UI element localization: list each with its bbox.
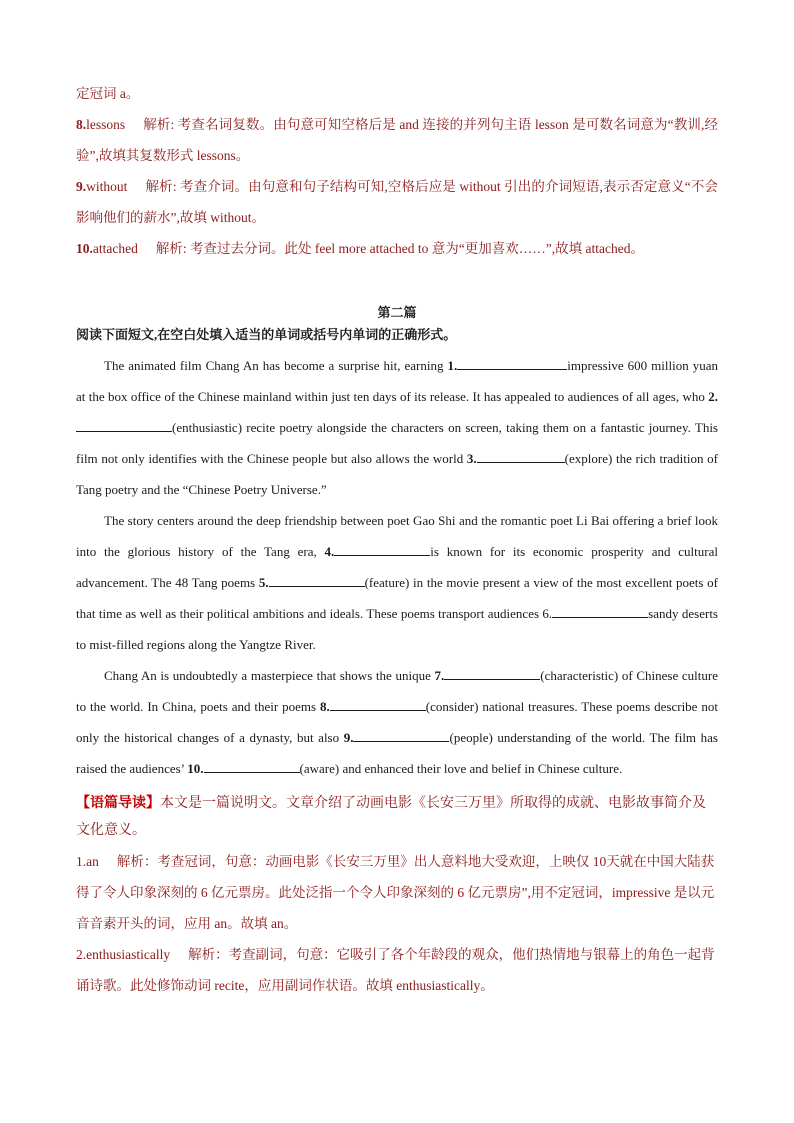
answer-continuation: [76, 78, 718, 109]
passage-paragraph-1: [76, 350, 718, 505]
passage-guide: [76, 790, 718, 844]
answer-blank-3[interactable]: [477, 450, 565, 463]
guide-text: 本文是一篇说明文。文章介绍了动画电影《长安三万里》所取得的成就、电影故事简介及文化意义。: [76, 796, 706, 838]
passage-paragraph-3: [76, 660, 718, 784]
answer-blank-2[interactable]: [76, 419, 172, 432]
answer-blank-1[interactable]: [457, 357, 567, 370]
answer-blank-7[interactable]: [444, 667, 540, 680]
solution-item-1: [76, 846, 718, 939]
answer-item-8: [76, 109, 718, 171]
passage-text: The story centers around the deep friendship between poet Gao Shi and the romantic poet Li Bai offering a brief look into the glorious history of the Tang era,: [76, 513, 718, 559]
section-title: 第二篇: [377, 305, 417, 320]
blank-number: 3.: [466, 451, 477, 466]
blank-number: 9.: [343, 730, 354, 745]
blank-number: 1.: [447, 358, 458, 373]
answer-word: without: [86, 179, 128, 194]
solution-number: 2.: [76, 947, 87, 962]
answer-blank-8[interactable]: [330, 698, 426, 711]
answer-explanation: 解析: 考查过去分词。此处 feel more attached to 意为“更加喜欢……”,故填 attached。: [155, 241, 645, 256]
document-page: [76, 78, 718, 1001]
answer-explanation: 解析: 考查名词复数。由句意可知空格后是 and 连接的并列句主语 lesson 是可数名词意为“教训,经验”,故填其复数形式 lessons。: [76, 117, 718, 163]
passage-text: (enthusiastic) recite poetry alongside the characters on screen, taking them on a fantastic journey. This film not only identifies with the Chinese people but also allows the world: [76, 420, 718, 466]
answer-number: 8.: [76, 117, 87, 132]
solution-item-2: [76, 939, 718, 1001]
solution-number: 1.: [76, 854, 87, 869]
passage-text: (feature) in the movie present a view of the most excellent poets of that time as well as their political ambitions and ideals. These poems transport audiences: [76, 575, 718, 621]
passage-text: Chang An is undoubtedly a masterpiece that shows the unique: [104, 668, 435, 683]
answer-blank-4[interactable]: [334, 543, 430, 556]
answer-word: lessons: [86, 117, 126, 132]
answer-item-10: [76, 233, 718, 264]
passage-text: (characteristic) of Chinese culture to the world. In China, poets and their poems: [76, 668, 718, 714]
blank-number: 10.: [187, 761, 204, 776]
blank-number: 6.: [542, 606, 553, 621]
solution-word: enthusiastically: [86, 947, 171, 962]
answer-item-9: [76, 171, 718, 233]
passage-text: (explore) the rich tradition of Tang poetry and the “Chinese Poetry Universe.”: [76, 451, 719, 497]
blank-number: 2.: [708, 389, 718, 404]
passage-text: (people) understanding of the world. The film has raised the audiences’: [76, 730, 718, 776]
blank-number: 4.: [324, 544, 335, 559]
passage-text: impressive 600 million yuan at the box office of the Chinese mainland within just ten days of its release. It has appealed to audiences of all ages, who: [76, 358, 718, 404]
guide-label: 【语篇导读】: [76, 796, 160, 811]
answer-blank-9[interactable]: [353, 729, 449, 742]
answer-blank-5[interactable]: [269, 574, 365, 587]
blank-number: 5.: [258, 575, 269, 590]
passage-text: is known for its economic prosperity and cultural advancement. The 48 Tang poems: [76, 544, 718, 590]
passage-text: (aware) and enhanced their love and belief in Chinese culture.: [299, 761, 623, 776]
solution-word: an: [86, 854, 99, 869]
solution-explanation: 解析：考查副词，句意：它吸引了各个年龄段的观众，他们热情地与银幕上的角色一起背诵诗歌。此处修饰动词 recite，应用副词作状语。故填 enthusiastically。: [76, 947, 715, 993]
blank-number: 7.: [434, 668, 445, 683]
answer-number: 10.: [76, 241, 93, 256]
blank-number: 8.: [320, 699, 330, 714]
answer-number: 9.: [76, 179, 87, 194]
answer-text: 定冠词 a。: [76, 86, 140, 101]
passage-text: (consider) national treasures. These poems describe not only the historical changes of a dynasty, but also: [76, 699, 718, 745]
answer-explanation: 解析: 考查介词。由句意和句子结构可知,空格后应是 without 引出的介词短语,表示否定意义“不会影响他们的薪水”,故填 without。: [76, 179, 718, 225]
answer-blank-10[interactable]: [204, 760, 300, 773]
answer-word: attached: [92, 241, 138, 256]
section-instruction: 阅读下面短文,在空白处填入适当的单词或括号内单词的正确形式。: [76, 327, 457, 342]
passage-text: sandy deserts to mist-filled regions along the Yangtze River.: [76, 606, 718, 652]
passage-text: The animated film Chang An has become a surprise hit, earning: [104, 358, 448, 373]
answer-blank-6[interactable]: [552, 605, 648, 618]
passage-paragraph-2: [76, 505, 718, 660]
solution-explanation: 解析：考查冠词，句意：动画电影《长安三万里》出人意料地大受欢迎，上映仅 10天就在中国大陆获得了令人印象深刻的 6 亿元票房。此处泛指一个令人印象深刻的 6 亿元票房”,用不定冠词，impressive 是以元音音素开头的词，应用 an。故填 an。: [76, 854, 715, 931]
